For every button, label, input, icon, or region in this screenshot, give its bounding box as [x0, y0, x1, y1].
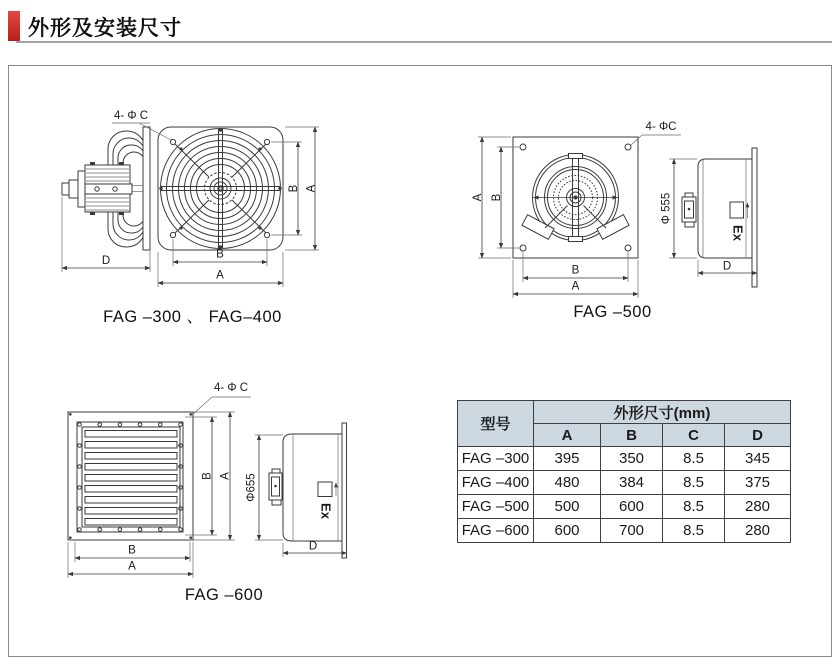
cell-c: 8.5 [663, 519, 725, 543]
hole-callout [192, 382, 252, 416]
hole-callout [112, 110, 171, 140]
cell-c: 8.5 [663, 495, 725, 519]
drawing-fag300-400 [35, 85, 345, 315]
dim-label-b: B [128, 544, 136, 557]
model-column-header: 型号 [458, 401, 534, 447]
hole-label: 4- ΦC [645, 121, 677, 133]
cell-b: 350 [601, 447, 663, 471]
cell-model: FAG –400 [458, 471, 534, 495]
cell-a: 600 [534, 519, 601, 543]
dim-label-a: A [128, 560, 136, 573]
drawing-fag500 [455, 85, 785, 320]
side-mounting-plate [752, 148, 757, 287]
cell-d: 280 [725, 495, 791, 519]
cell-a: 480 [534, 471, 601, 495]
mounting-hole [625, 144, 631, 150]
dim-label-a: A [571, 280, 580, 293]
front-plate [68, 412, 193, 540]
table-row [458, 519, 791, 543]
mounting-hole [170, 139, 175, 144]
table-row [458, 447, 791, 471]
cell-a: 500 [534, 495, 601, 519]
page-title: 外形及安装尺寸 [28, 17, 182, 40]
column-header-c: C [663, 424, 725, 447]
dim-label-d: D [308, 540, 318, 553]
caption-fag600: FAG –600 [184, 586, 264, 604]
cell-c: 8.5 [663, 471, 725, 495]
hole-label: 4- Φ C [213, 382, 249, 394]
dim-label-a: A [305, 184, 318, 193]
dim-label-b: B [288, 184, 300, 193]
dim-label-a: A [219, 472, 232, 480]
dim-label-d: D [722, 260, 732, 273]
junction-box [269, 469, 282, 505]
cell-model: FAG –500 [458, 495, 534, 519]
dim-label-a: A [216, 269, 224, 282]
cell-c: 8.5 [663, 447, 725, 471]
column-header-b: B [601, 424, 663, 447]
diameter-label: Φ 555 [660, 192, 673, 225]
column-header-a: A [534, 424, 601, 447]
ex-label: Ex [730, 225, 746, 241]
side-mounting-plate [342, 423, 347, 558]
diameter-label: Φ655 [245, 473, 258, 502]
cell-a: 395 [534, 447, 601, 471]
caption-fag500: FAG –500 [573, 303, 652, 321]
caption-fag300-400: FAG –300 、 FAG–400 [103, 308, 282, 326]
table-row [458, 495, 791, 519]
ex-label: Ex [318, 503, 334, 519]
dim-label-b: B [216, 248, 224, 261]
dim-label-a: A [472, 193, 484, 202]
fag300-side-view [62, 127, 150, 272]
dims-group-header: 外形尺寸(mm) [534, 401, 791, 424]
cell-model: FAG –300 [458, 447, 534, 471]
cell-b: 384 [601, 471, 663, 495]
dim-label-b: B [571, 264, 580, 277]
dimensions-table [457, 400, 791, 543]
side-mounting-plate [143, 127, 150, 250]
drawing-fag600 [35, 375, 365, 590]
mounting-hole [625, 245, 631, 251]
dimension-a-vertical [193, 412, 235, 540]
mounting-hole [170, 232, 175, 237]
fag500-front-view [472, 121, 681, 298]
dimension-d [698, 260, 757, 277]
cell-model: FAG –600 [458, 519, 534, 543]
cell-b: 700 [601, 519, 663, 543]
motor [62, 162, 132, 215]
fag600-side-view [246, 423, 347, 558]
junction-box [682, 193, 696, 227]
hole-label: 4- Φ C [113, 110, 149, 122]
duct-body [283, 434, 342, 541]
header-divider [16, 41, 832, 43]
cell-d: 375 [725, 471, 791, 495]
column-header-d: D [725, 424, 791, 447]
mounting-hole [264, 232, 269, 237]
mounting-hole [520, 144, 526, 150]
fag600-front-view [68, 382, 251, 578]
dim-label-b: B [201, 472, 214, 480]
mounting-hole [520, 245, 526, 251]
dimension-d [283, 541, 347, 558]
fag500-side-view [661, 148, 758, 287]
dim-label-d: D [101, 255, 111, 267]
cell-b: 600 [601, 495, 663, 519]
red-accent-bar [8, 11, 20, 41]
table-row [458, 471, 791, 495]
mounting-hole [264, 139, 269, 144]
dim-label-b: B [491, 193, 503, 202]
cell-d: 345 [725, 447, 791, 471]
cable-gland [69, 180, 78, 198]
dimension-b-horizontal [75, 542, 190, 562]
cell-d: 280 [725, 519, 791, 543]
